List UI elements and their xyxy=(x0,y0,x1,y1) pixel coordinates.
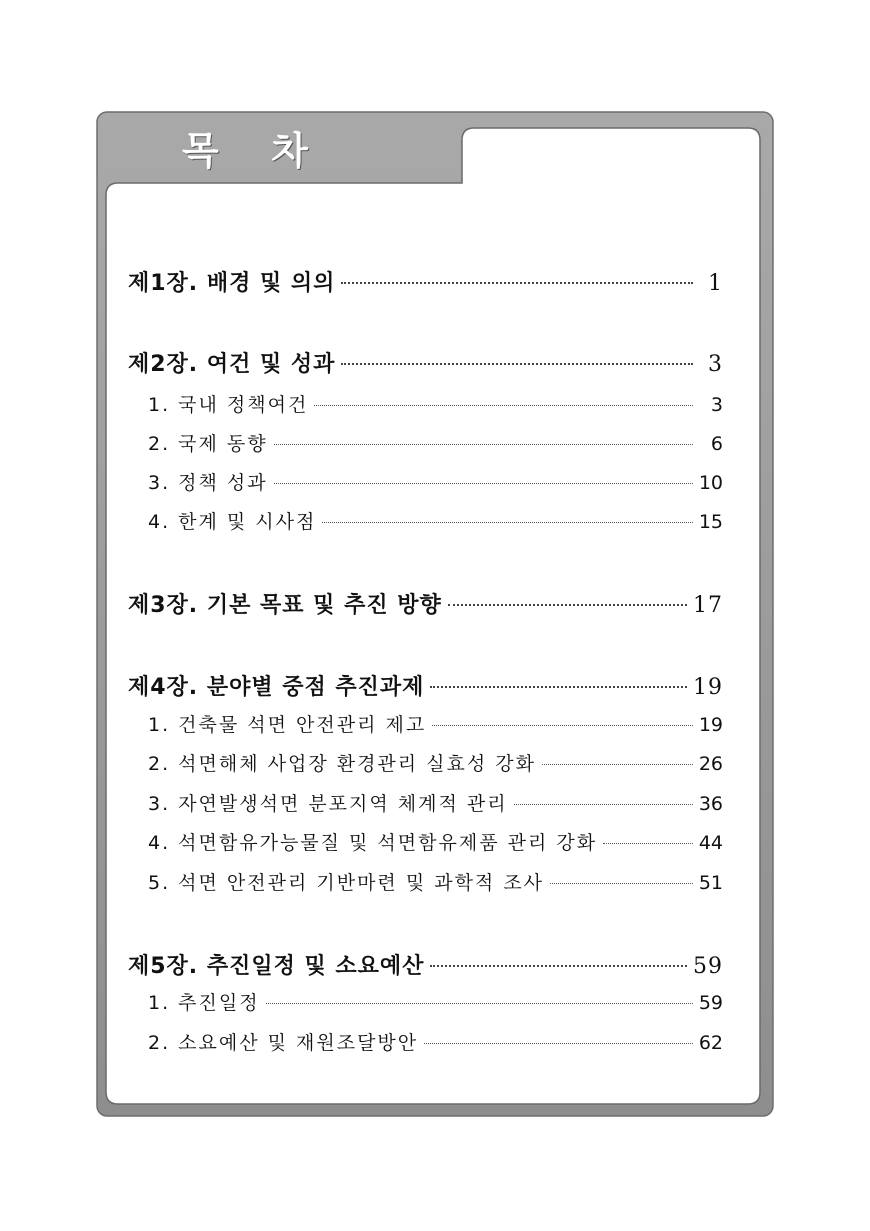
toc-page-number: 10 xyxy=(698,472,723,494)
page-title xyxy=(182,122,312,172)
toc-page-number: 59 xyxy=(693,954,723,979)
toc-page-number: 19 xyxy=(698,714,723,736)
dot-leader xyxy=(341,363,693,365)
toc-entry-label: 1. 건축물 석면 안전관리 제고 xyxy=(148,714,427,736)
toc-entry-label: 4. 석면함유가능물질 및 석면함유제품 관리 강화 xyxy=(148,832,598,854)
toc-section-entry[interactable] xyxy=(148,749,723,776)
toc-entry-label: 1. 국내 정책여건 xyxy=(148,394,309,416)
dot-leader xyxy=(603,843,693,844)
toc-chapter-entry[interactable] xyxy=(128,266,723,297)
toc-section-entry[interactable] xyxy=(148,868,723,895)
dot-leader xyxy=(432,725,693,726)
toc-entry-label: 제1장. 배경 및 의의 xyxy=(128,271,336,296)
toc-page-number: 59 xyxy=(698,992,723,1014)
toc-page-number: 62 xyxy=(698,1032,723,1054)
toc-section-entry[interactable] xyxy=(148,988,723,1015)
dot-leader xyxy=(542,764,693,765)
toc-page-number: 3 xyxy=(708,352,723,377)
toc-entry-label: 2. 소요예산 및 재원조달방안 xyxy=(148,1032,419,1054)
dot-leader xyxy=(430,686,687,688)
dot-leader xyxy=(448,604,687,606)
toc-section-entry[interactable] xyxy=(148,468,723,495)
toc-chapter-entry[interactable] xyxy=(128,347,723,378)
toc-entry-label: 제3장. 기본 목표 및 추진 방향 xyxy=(128,593,442,618)
toc-entry-label: 제2장. 여건 및 성과 xyxy=(128,352,336,377)
dot-leader xyxy=(514,804,693,805)
toc-chapter-entry[interactable] xyxy=(128,588,723,619)
toc-entry-label: 제4장. 분야별 중점 추진과제 xyxy=(128,675,425,700)
title-char-2: 차 xyxy=(271,128,312,173)
dot-leader xyxy=(430,965,687,967)
toc-page-number: 19 xyxy=(693,675,723,700)
toc-section-entry[interactable] xyxy=(148,390,723,417)
toc-section-entry[interactable] xyxy=(148,828,723,855)
dot-leader xyxy=(266,1003,693,1004)
toc-page-number: 15 xyxy=(698,511,723,533)
dot-leader xyxy=(550,883,693,884)
dot-leader xyxy=(341,282,693,284)
toc-chapter-entry[interactable] xyxy=(128,949,723,980)
toc-entry-label: 3. 정책 성과 xyxy=(148,472,268,494)
toc-chapter-entry[interactable] xyxy=(128,670,723,701)
toc-page-number: 51 xyxy=(698,872,723,894)
toc-page-number: 44 xyxy=(698,832,723,854)
dot-leader xyxy=(274,483,693,484)
dot-leader xyxy=(424,1043,693,1044)
toc-entry-label: 4. 한계 및 시사점 xyxy=(148,511,317,533)
toc-page-number: 6 xyxy=(710,433,723,455)
toc-page-number: 1 xyxy=(708,271,723,296)
toc-section-entry[interactable] xyxy=(148,507,723,534)
toc-entry-label: 5. 석면 안전관리 기반마련 및 과학적 조사 xyxy=(148,872,545,894)
toc-page-number: 3 xyxy=(710,394,723,416)
dot-leader xyxy=(274,444,693,445)
toc-entry-label: 2. 석면해체 사업장 환경관리 실효성 강화 xyxy=(148,753,536,775)
toc-page-number: 17 xyxy=(693,593,723,618)
toc-section-entry[interactable] xyxy=(148,710,723,737)
toc-entry-label: 제5장. 추진일정 및 소요예산 xyxy=(128,954,425,979)
toc-section-entry[interactable] xyxy=(148,429,723,456)
toc-section-entry[interactable] xyxy=(148,789,723,816)
toc-section-entry[interactable] xyxy=(148,1028,723,1055)
toc-page-number: 36 xyxy=(698,793,723,815)
toc-entry-label: 2. 국제 동향 xyxy=(148,433,268,455)
toc-entry-label: 3. 자연발생석면 분포지역 체계적 관리 xyxy=(148,793,508,815)
dot-leader xyxy=(322,522,692,523)
toc-entry-label: 1. 추진일정 xyxy=(148,992,260,1014)
dot-leader xyxy=(314,405,693,406)
toc-page-number: 26 xyxy=(698,753,723,775)
title-char-1: 목 xyxy=(182,128,223,173)
